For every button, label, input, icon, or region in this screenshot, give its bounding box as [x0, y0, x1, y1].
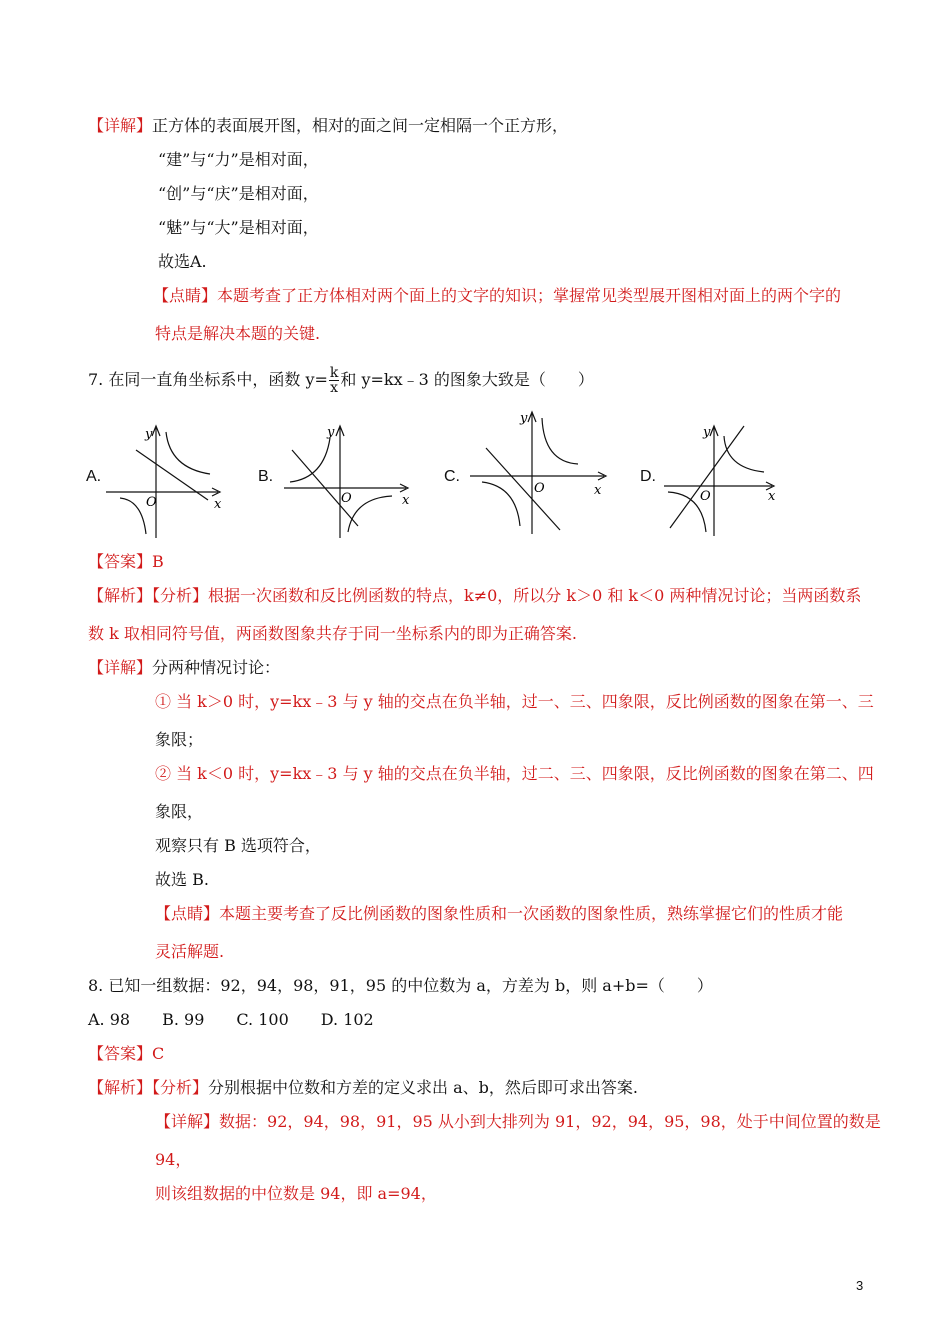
y-axis-label: y: [145, 427, 153, 442]
q7-comment-text-2: 灵活解题.: [155, 942, 225, 961]
q7-option-a-graph: [106, 420, 230, 538]
q7-analysis-tag: 【解析】【分析】: [88, 586, 209, 605]
q8-detail-text-1: 数据：92，94，98，91，95 从小到大排列为 91，92，94，95，98，处于中间位置的数是: [219, 1112, 881, 1131]
q6-detail-line: [88, 116, 568, 136]
linear-line: [486, 448, 560, 530]
q7-case2-line-1: ② 当 k＜0 时，y=kx﹣3 与 y 轴的交点在负半轴，过二、三、四象限，反比例函数的图象在第二、四: [155, 764, 874, 783]
q6-comment-text-1: 本题考查了正方体相对两个面上的文字的知识；掌握常见类型展开图相对面上的两个字的: [217, 286, 842, 305]
hyperbola-branch-2: [120, 498, 146, 534]
page-number: 3: [856, 1278, 864, 1293]
q7-observe: 观察只有 B 选项符合，: [155, 836, 321, 855]
q7-answer-line: [88, 552, 164, 572]
q7-answer-tag: 【答案】: [88, 552, 153, 571]
hyperbola-branch-1: [166, 432, 210, 474]
q8-analysis-line: [88, 1078, 638, 1098]
q6-comment-line-1: [153, 286, 841, 306]
q6-comment-text-2: 特点是解决本题的关键.: [155, 324, 321, 343]
q7-detail-tag: 【详解】: [88, 658, 153, 677]
hyperbola-branch-1: [290, 438, 330, 482]
q8-options: A. 98 B. 99 C. 100 D. 102: [88, 1010, 374, 1029]
origin-label: O: [700, 489, 711, 504]
q7-option-b-graph: [284, 420, 416, 538]
y-axis-label: y: [520, 411, 528, 426]
q6-line-2: “创”与“庆”是相对面，: [158, 184, 319, 203]
hyperbola-branch-2: [482, 482, 520, 526]
origin-label: O: [146, 495, 157, 510]
q8-analysis-text: 分别根据中位数和方差的定义求出 a、b，然后即可求出答案.: [208, 1078, 638, 1097]
linear-line: [670, 426, 744, 528]
q7-answer-value: B: [152, 552, 164, 571]
origin-label: O: [534, 481, 545, 496]
q8-detail-text-2: 94，: [155, 1150, 192, 1169]
q7-option-c-label: C.: [444, 468, 460, 485]
q8-answer-line: [88, 1044, 164, 1064]
q7-stem-suffix: 和 y=kx﹣3 的图象大致是（ ）: [340, 370, 594, 389]
q7-analysis-text-1: 根据一次函数和反比例函数的特点，k≠0，所以分 k＞0 和 k＜0 两种情况讨论；当两函数系: [208, 586, 862, 605]
q7-detail-line: [88, 658, 280, 678]
q7-option-b-label: B.: [258, 468, 274, 485]
q6-detail-text: 正方体的表面展开图，相对的面之间一定相隔一个正方形，: [152, 116, 569, 135]
x-axis-label: x: [214, 497, 222, 512]
q8-detail-tag: 【详解】: [155, 1112, 220, 1131]
q7-option-d-label: D.: [640, 468, 656, 485]
q8-answer-tag: 【答案】: [88, 1044, 153, 1063]
q6-line-1: “建”与“力”是相对面，: [158, 150, 319, 169]
hyperbola-branch-2: [348, 496, 392, 532]
hyperbola-branch-1: [724, 436, 764, 472]
hyperbola-branch-1: [542, 418, 578, 464]
q7-option-d-graph: [664, 420, 784, 538]
q8-stem: 8. 已知一组数据：92，94，98，91，95 的中位数为 a，方差为 b，则 a+b=（ ）: [88, 976, 713, 995]
q7-case1-line-1: ① 当 k＞0 时，y=kx﹣3 与 y 轴的交点在负半轴，过一、三、四象限，反比例函数的图象在第一、三: [155, 692, 874, 711]
y-axis-label: y: [703, 425, 711, 440]
origin-label: O: [341, 491, 352, 506]
q7-case2-line-2: 象限，: [155, 802, 204, 821]
q7-stem: [88, 366, 594, 395]
q7-comment-text-1: 本题主要考查了反比例函数的图象性质和一次函数的图象性质，熟练掌握它们的性质才能: [219, 904, 844, 923]
q8-detail-line-1: [155, 1112, 881, 1132]
q8-analysis-tag: 【解析】【分析】: [88, 1078, 209, 1097]
q7-case1-line-2: 象限；: [155, 730, 204, 749]
q7-option-a-label: A.: [86, 468, 102, 485]
q6-line-4: 故选A.: [158, 252, 207, 271]
q7-analysis-text-2: 数 k 取相同符号值，两函数图象共存于同一坐标系内的即为正确答案.: [88, 624, 577, 643]
x-axis-label: x: [594, 483, 602, 498]
q7-frac-num: k: [329, 365, 339, 381]
q7-option-c-graph: [470, 408, 614, 538]
q6-comment-tag: 【点睛】: [153, 286, 218, 305]
x-axis-label: x: [402, 493, 410, 508]
q7-choose: 故选 B.: [155, 870, 209, 889]
q7-comment-tag: 【点睛】: [155, 904, 220, 923]
x-axis-label: x: [768, 489, 776, 504]
q8-answer-value: C: [152, 1044, 165, 1063]
y-axis-label: y: [327, 425, 335, 440]
q7-frac-den: x: [330, 380, 339, 396]
q8-median-line: 则该组数据的中位数是 94，即 a=94，: [155, 1184, 437, 1203]
q6-detail-tag: 【详解】: [88, 116, 153, 135]
q6-line-3: “魅”与“大”是相对面，: [158, 218, 319, 237]
q7-detail-text: 分两种情况讨论：: [152, 658, 281, 677]
q7-stem-prefix: 7. 在同一直角坐标系中，函数 y=: [88, 370, 328, 389]
q7-comment-line-1: [155, 904, 843, 924]
q7-analysis-line-1: [88, 586, 861, 606]
q7-fraction: [329, 366, 339, 395]
